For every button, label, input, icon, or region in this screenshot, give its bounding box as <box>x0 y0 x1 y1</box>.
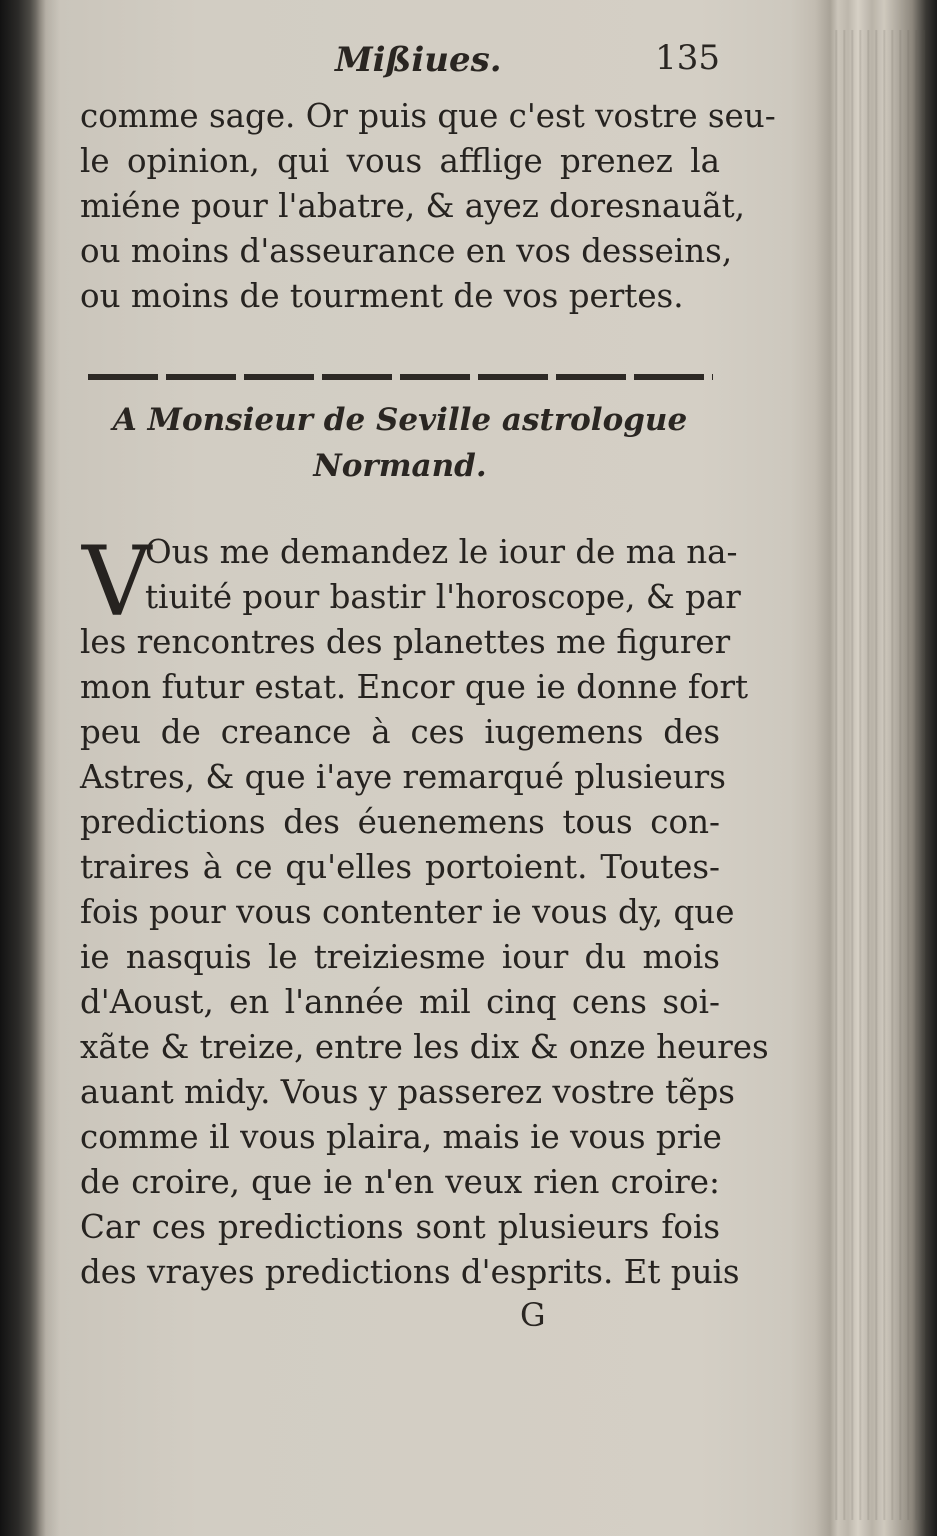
body-line: Astres, & que i'aye remarqué plusieurs <box>80 758 726 796</box>
letter-heading-line: A Monsieur de Seville astrologue <box>112 402 688 438</box>
page-edges-texture <box>830 30 925 1520</box>
body-line: auant midy. Vous y passerez vostre tẽps <box>80 1073 735 1111</box>
body-line: peu de creance à ces iugemens des <box>80 713 720 751</box>
body-line: ie nasquis le treiziesme iour du mois <box>80 938 720 976</box>
running-title: Mißiues. <box>335 40 502 80</box>
body-line: Car ces predictions sont plusieurs fois <box>80 1208 720 1246</box>
letter-heading-line: Normand. <box>313 448 487 484</box>
signature-mark: G <box>520 1296 546 1334</box>
body-line: fois pour vous contenter ie vous dy, que <box>80 893 735 931</box>
page-header <box>80 38 720 88</box>
adjacent-page-edge <box>0 0 40 1536</box>
body-line: comme il vous plaira, mais ie vous prie <box>80 1118 722 1156</box>
body-line: des vrayes predictions d'esprits. Et puis <box>80 1253 740 1291</box>
drop-cap: V <box>82 526 152 638</box>
body-line: mon futur estat. Encor que ie donne fort <box>80 668 749 706</box>
previous-letter-line: comme sage. Or puis que c'est vostre seu- <box>80 97 776 135</box>
previous-letter-line: ou moins d'asseurance en vos desseins, <box>80 232 733 270</box>
previous-letter-line: miéne pour l'abatre, & ayez doresnauãt, <box>80 187 745 225</box>
section-divider-rule <box>88 374 713 380</box>
previous-letter-line: le opinion, qui vous afflige prenez la <box>80 142 720 180</box>
body-line: predictions des éuenemens tous con- <box>80 803 720 841</box>
body-line: d'Aoust, en l'année mil cinq cens soi- <box>80 983 720 1021</box>
body-line: Ous me demandez le iour de ma na- <box>145 533 738 571</box>
page-number: 135 <box>655 38 720 78</box>
body-line: de croire, que ie n'en veux rien croire: <box>80 1163 720 1201</box>
body-line: les rencontres des planettes me figurer <box>80 623 731 661</box>
previous-letter-line: ou moins de tourment de vos pertes. <box>80 277 684 315</box>
body-line: tiuité pour bastir l'horoscope, & par <box>145 578 741 616</box>
body-line: traires à ce qu'elles portoient. Toutes- <box>80 848 720 886</box>
body-line: xãte & treize, entre les dix & onze heures <box>80 1028 769 1066</box>
